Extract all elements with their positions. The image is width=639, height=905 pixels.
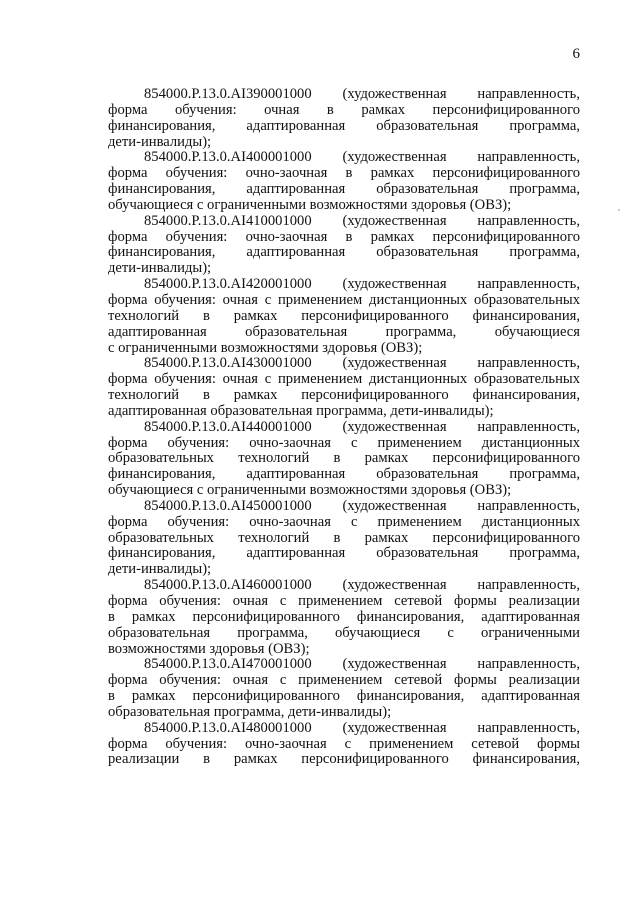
service-code-line: 854000.Р.13.0.АІ390001000 (художественная направленность, — [144, 86, 580, 102]
service-code-line: 854000.Р.13.0.АІ450001000 (художественная направленность, — [144, 497, 580, 514]
paragraph — [108, 87, 580, 150]
text-line: форма обучения: очная с применением дистанционных образовательных — [108, 291, 580, 308]
text-line: образовательных технологий в рамках персонифицированного — [108, 529, 580, 546]
document-body — [108, 87, 580, 768]
text-line: форма обучения: очная с применением дистанционных образовательных — [108, 371, 580, 388]
text-line: обучающиеся с ограниченными возможностями здоровья (ОВЗ); — [108, 196, 512, 213]
service-code-line: 854000.Р.13.0.АІ460001000 (художественная направленность, — [144, 577, 580, 594]
text-line: в рамках персонифицированного финансирования, адаптированная — [108, 688, 580, 705]
text-line: финансирования, адаптированная образовательная программа, — [108, 117, 580, 134]
text-line: финансирования, адаптированная образовательная программа, — [108, 244, 580, 261]
text-line: дети-инвалиды); — [108, 260, 212, 277]
text-line: технологий в рамках персонифицированного финансирования, — [108, 307, 580, 324]
text-line: дети-инвалиды); — [108, 561, 212, 578]
service-code-line: 854000.Р.13.0.АІ400001000 (художественная направленность, — [144, 149, 580, 166]
paragraph — [108, 277, 580, 356]
text-line: форма обучения: очная в рамках персонифицированного — [108, 101, 580, 118]
paragraph — [108, 150, 580, 213]
paragraph — [108, 420, 580, 499]
scan-speck — [618, 209, 620, 211]
text-line: форма обучения: очно-заочная в рамках персонифицированного — [108, 165, 580, 182]
text-line: реализации в рамках персонифицированного финансирования, — [108, 751, 580, 768]
text-line: финансирования, адаптированная образовательная программа, — [108, 181, 580, 198]
paragraph — [108, 721, 580, 769]
text-line: форма обучения: очная с применением сетевой формы реализации — [108, 593, 580, 609]
text-line: дети-инвалиды); — [108, 133, 212, 150]
text-line: форма обучения: очно-заочная с применением дистанционных — [108, 434, 580, 451]
text-line: образовательная программа, обучающиеся с ограниченными — [108, 624, 580, 641]
text-line: форма обучения: очно-заочная с применением дистанционных — [108, 513, 580, 530]
text-line: форма обучения: очная с применением сетевой формы реализации — [108, 672, 580, 689]
paragraph — [108, 499, 580, 578]
service-code-line: 854000.Р.13.0.АІ430001000 (художественная направленность, — [144, 355, 580, 372]
paragraph — [108, 657, 580, 720]
text-line: форма обучения: очно-заочная с применением сетевой формы — [108, 735, 580, 752]
text-line: с ограниченными возможностями здоровья (ОВЗ); — [108, 339, 423, 356]
service-code-line: 854000.Р.13.0.АІ420001000 (художественная направленность, — [144, 276, 580, 293]
text-line: образовательная программа, дети-инвалиды); — [108, 703, 392, 720]
paragraph — [108, 214, 580, 277]
text-line: финансирования, адаптированная образовательная программа, — [108, 545, 580, 562]
text-line: возможностями здоровья (ОВЗ); — [108, 640, 310, 657]
service-code-line: 854000.Р.13.0.АІ480001000 (художественная направленность, — [144, 719, 580, 736]
service-code-line: 854000.Р.13.0.АІ470001000 (художественная направленность, — [144, 656, 580, 673]
paragraph — [108, 578, 580, 657]
text-line: образовательных технологий в рамках персонифицированного — [108, 450, 580, 467]
service-code-line: 854000.Р.13.0.АІ440001000 (художественная направленность, — [144, 418, 580, 435]
text-line: технологий в рамках персонифицированного финансирования, — [108, 387, 580, 404]
text-line: в рамках персонифицированного финансирования, адаптированная — [108, 608, 580, 625]
text-line: адаптированная образовательная программа, обучающиеся — [108, 323, 580, 340]
page-number: 6 — [572, 46, 580, 62]
text-line: финансирования, адаптированная образовательная программа, — [108, 466, 580, 483]
paragraph — [108, 356, 580, 419]
service-code-line: 854000.Р.13.0.АІ410001000 (художественная направленность, — [144, 212, 580, 229]
text-line: форма обучения: очно-заочная в рамках персонифицированного — [108, 228, 580, 245]
text-line: обучающиеся с ограниченными возможностями здоровья (ОВЗ); — [108, 482, 512, 499]
text-line: адаптированная образовательная программа, дети-инвалиды); — [108, 402, 494, 419]
